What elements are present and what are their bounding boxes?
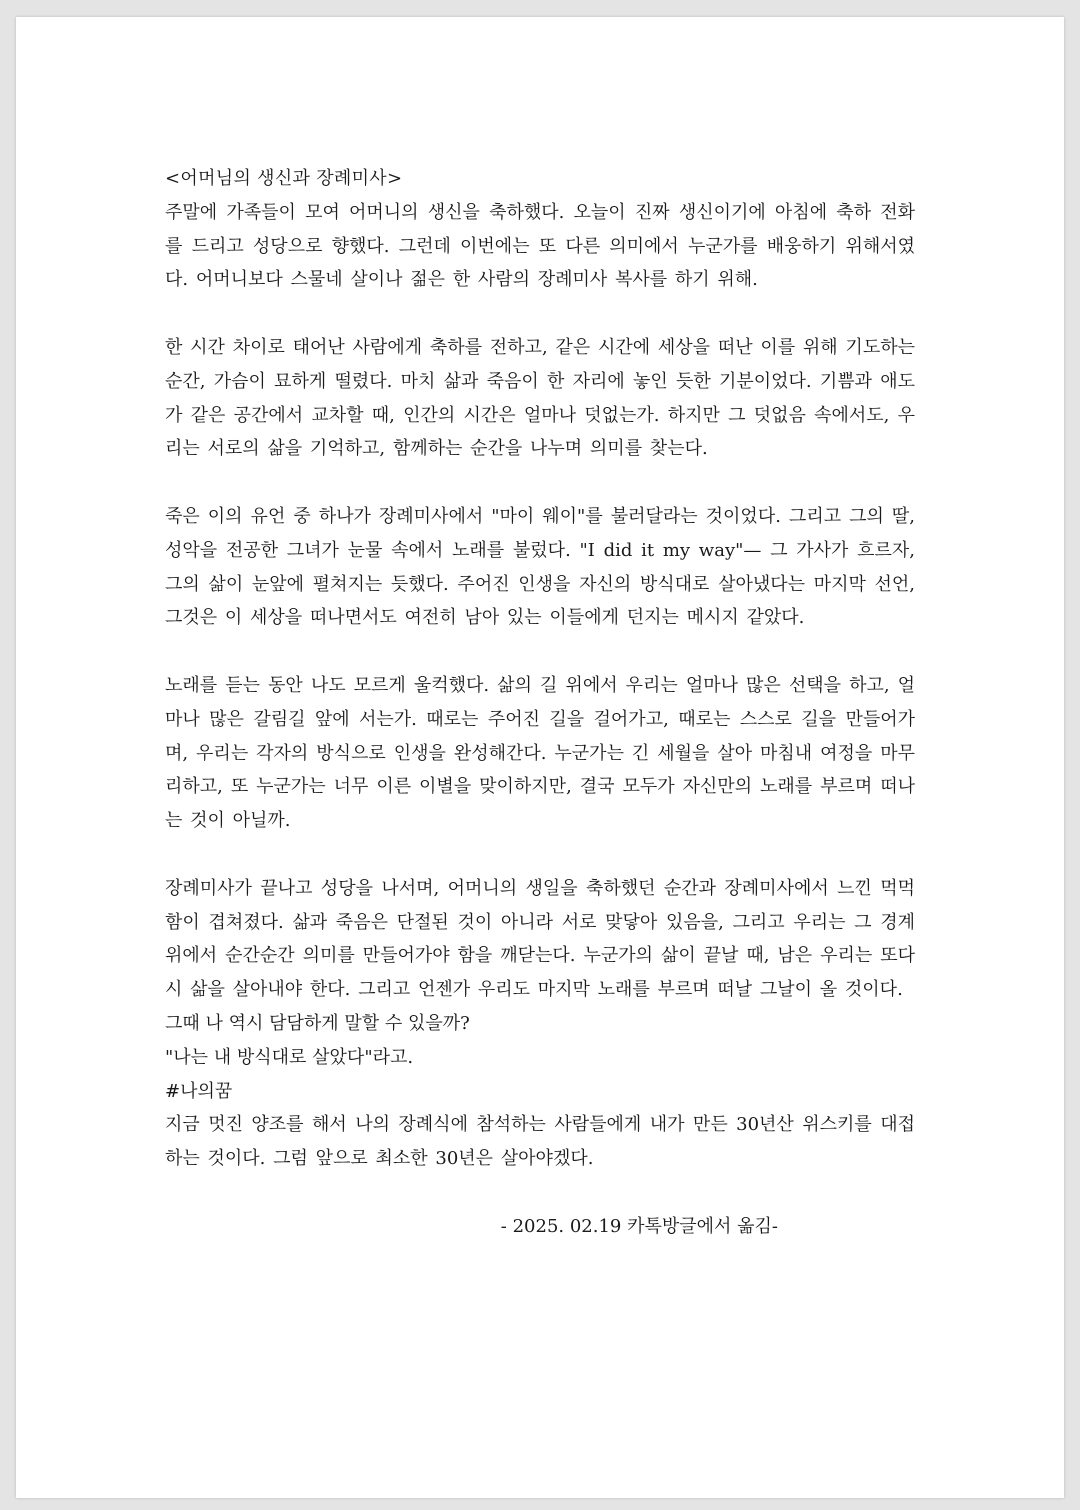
paragraph-5: 장례미사가 끝나고 성당을 나서며, 어머니의 생일을 축하했던 순간과 장례미사에서 느낀 먹먹함이 겹쳐졌다. 삶과 죽음은 단절된 것이 아니라 서로 맞닿아 있음을, 그리고 우리는 그 경계 위에서 순간순간 의미를 만들어가야 함을 깨닫는다. 누군가의 삶이 끝날 때, 남은 우리는 또다시 삶을 살아내야 한다. 그리고 언젠가 우리도 마지막 노래를 부르며 떠날 그날이 올 것이다. bbox=[165, 877, 915, 1001]
paragraph-2: 한 시간 차이로 태어난 사람에게 축하를 전하고, 같은 시간에 세상을 떠난 이를 위해 기도하는 순간, 가슴이 묘하게 떨렸다. 마치 삶과 죽음이 한 자리에 놓인 듯한 기분이었다. 기쁨과 애도가 같은 공간에서 교차할 때, 인간의 시간은 얼마나 덧없는가. 하지만 그 덧없음 속에서도, 우리는 서로의 삶을 기억하고, 함께하는 순간을 나누며 의미를 찾는다. bbox=[165, 336, 915, 460]
paragraph-3: 죽은 이의 유언 중 하나가 장례미사에서 "마이 웨이"를 불러달라는 것이었다. 그리고 그의 딸, 성악을 전공한 그녀가 눈물 속에서 노래를 불렀다. "I did it my way"— 그 가사가 흐르자, 그의 삶이 눈앞에 펼쳐지는 듯했다. 주어진 인생을 자신의 방식대로 살아냈다는 마지막 선언, 그것은 이 세상을 떠나면서도 여전히 남아 있는 이들에게 던지는 메시지 같았다. bbox=[165, 505, 915, 629]
paragraph-spacer bbox=[165, 838, 915, 872]
paragraph-spacer bbox=[165, 635, 915, 669]
document-title: <어머님의 생신과 장례미사> bbox=[165, 168, 403, 189]
paragraph-spacer bbox=[165, 297, 915, 331]
hashtag-line: #나의꿈 bbox=[165, 1080, 233, 1102]
paragraph-spacer bbox=[165, 466, 915, 500]
source-footer: - 2025. 02.19 카톡방글에서 옮김- bbox=[500, 1215, 778, 1237]
dream-paragraph: 지금 멋진 양조를 해서 나의 장례식에 참석하는 사람들에게 내가 만든 30년산 위스키를 대접하는 것이다. 그럼 앞으로 최소한 30년은 살아야겠다. bbox=[165, 1114, 915, 1170]
quote-line: "나는 내 방식대로 살았다"라고. bbox=[165, 1046, 414, 1068]
question-line: 그때 나 역시 담담하게 말할 수 있을까? bbox=[165, 1012, 470, 1034]
document-page bbox=[16, 17, 1064, 1498]
paragraph-1: 주말에 가족들이 모여 어머니의 생신을 축하했다. 오늘이 진짜 생신이기에 아침에 축하 전화를 드리고 성당으로 향했다. 그런데 이번에는 또 다른 의미에서 누군가를 배웅하기 위해서였다. 어머니보다 스물네 살이나 젊은 한 사람의 장례미사 복사를 하기 위해. bbox=[165, 201, 915, 291]
document-body bbox=[165, 162, 915, 1262]
paragraph-4: 노래를 듣는 동안 나도 모르게 울컥했다. 삶의 길 위에서 우리는 얼마나 많은 선택을 하고, 얼마나 많은 갈림길 앞에 서는가. 때로는 주어진 길을 걸어가고, 때로는 스스로 길을 만들어가며, 우리는 각자의 방식으로 인생을 완성해간다. 누군가는 긴 세월을 살아 마침내 여정을 마무리하고, 또 누군가는 너무 이른 이별을 맞이하지만, 결국 모두가 자신만의 노래를 부르며 떠나는 것이 아닐까. bbox=[165, 674, 915, 832]
